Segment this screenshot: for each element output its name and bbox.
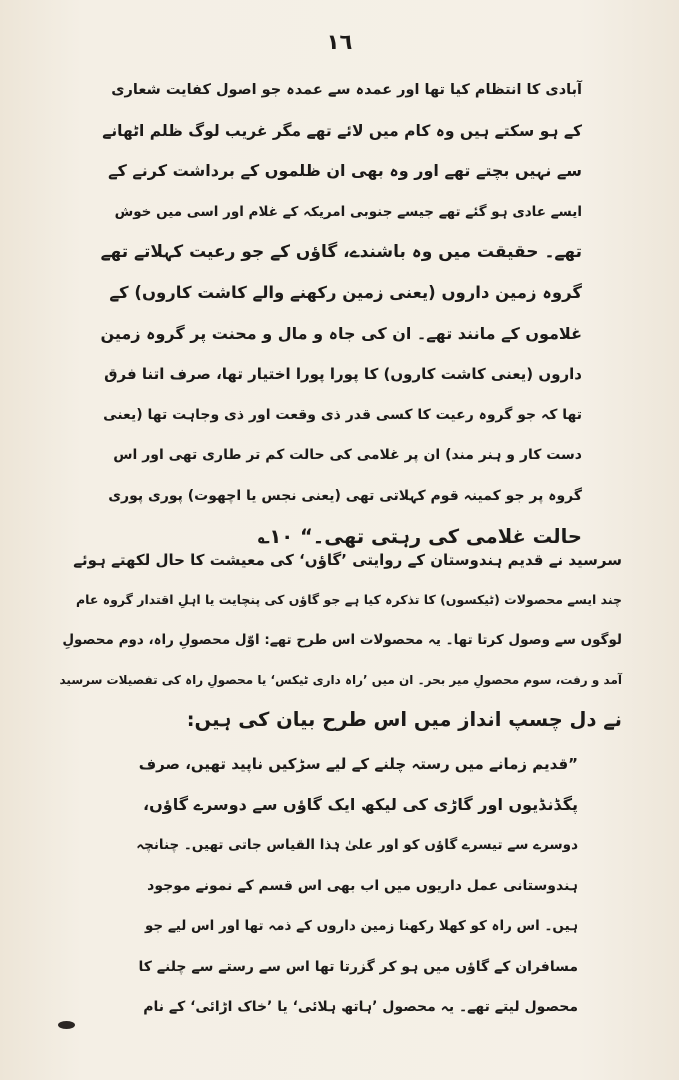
paragraph-line: چند ایسے محصولات (ٹیکسوں) کا تذکرہ کیا ہے جو گاؤں کی پنچایت یا اہلِ اقتدار گروہ عام bbox=[76, 592, 622, 607]
quote2-line: ”قدیم زمانے میں رستہ چلنے کے لیے سڑکیں ناپید تھیں، صرف bbox=[138, 755, 578, 773]
quote1-line: تھے۔ حقیقت میں وہ باشندے، گاؤں کے جو رعیت کہلاتے تھے bbox=[100, 242, 582, 263]
paragraph-line: سرسید نے قدیم ہندوستان کے روایتی ’گاؤں‘ کی معیشت کا حال لکھتے ہوئے bbox=[73, 551, 622, 569]
quote1-line: داروں (یعنی کاشت کاروں) کا پورا پورا اختیار تھا، صرف اتنا فرق bbox=[104, 365, 582, 384]
quote1-line: غلاموں کے مانند تھے۔ ان کی جاہ و مال و محنت پر گروہ زمین bbox=[100, 323, 582, 343]
quote1-line: آبادی کا انتظام کیا تھا اور عمدہ سے عمدہ جو اصول کفایت شعاری bbox=[111, 82, 582, 98]
quote2-line: ہندوستانی عمل داریوں میں اب بھی اس قسم کے نمونے موجود bbox=[147, 877, 578, 894]
quote2-line: ہیں۔ اس راہ کو کھلا رکھنا زمین داروں کے ذمہ تھا اور اس لیے جو bbox=[144, 918, 578, 934]
quote2-line: دوسرے سے تیسرے گاؤں کو اور علیٰ ہٰذا القیاس جاتی تھیں۔ چنانچہ bbox=[136, 837, 578, 853]
quote1-line: سے نہیں بچتے تھے اور وہ بھی ان ظلموں کے برداشت کرنے کے bbox=[108, 161, 582, 181]
quote2-line: محصول لیتے تھے۔ یہ محصول ’ہاتھ ہلائی‘ یا ’خاک اڑائی‘ کے نام bbox=[143, 999, 578, 1015]
quote1-line: ایسے عادی ہو گئے تھے جیسے جنوبی امریکہ کے غلام اور اسی میں خوش bbox=[114, 203, 582, 220]
quote1-line: حالت غلامی کی رہتی تھی۔“ ۱۰؎ bbox=[257, 524, 582, 548]
paragraph-line: نے دل چسپ انداز میں اس طرح بیان کی ہیں: bbox=[186, 708, 622, 731]
page-number: ١٦ bbox=[326, 30, 353, 54]
quote1-line: تھا کہ جو گروہ رعیت کا کسی قدر ذی وقعت اور ذی وجاہت تھا (یعنی bbox=[103, 406, 582, 423]
body-paragraph bbox=[56, 540, 622, 740]
quote1-line: گروہ زمین داروں (یعنی زمین رکھنے والے کاشت کاروں) کے bbox=[109, 282, 582, 302]
quote-block-2 bbox=[134, 744, 578, 1028]
paragraph-line: لوگوں سے وصول کرتا تھا۔ یہ محصولات اس طرح تھے: اوّل محصولِ راہ، دوم محصولِ bbox=[62, 632, 622, 648]
quote-block-1 bbox=[100, 70, 582, 557]
ink-smudge bbox=[58, 1021, 75, 1029]
quote1-line: کے ہو سکتے ہیں وہ کام میں لائے تھے مگر غریب لوگ ظلم اٹھانے bbox=[102, 121, 582, 140]
quote2-line: پگڈنڈیوں اور گاڑی کی لیکھ ایک گاؤں سے دوسرے گاؤں، bbox=[143, 794, 578, 814]
quote2-line: مسافران کے گاؤں میں ہو کر گزرتا تھا اس سے رستے سے چلنے کا bbox=[138, 958, 578, 975]
quote1-line: گروہ پر جو کمینہ قوم کہلاتی تھی (یعنی نجس یا اچھوت) پوری پوری bbox=[108, 487, 582, 504]
paragraph-line: آمد و رفت، سوم محصولِ میر بحر۔ ان میں ’راہ داری ٹیکس‘ یا محصولِ راہ کی تفصیلات سرسید bbox=[59, 673, 622, 687]
quote1-line: دست کار و ہنر مند) ان پر غلامی کی حالت کم تر طاری تھی اور اس bbox=[113, 447, 582, 464]
